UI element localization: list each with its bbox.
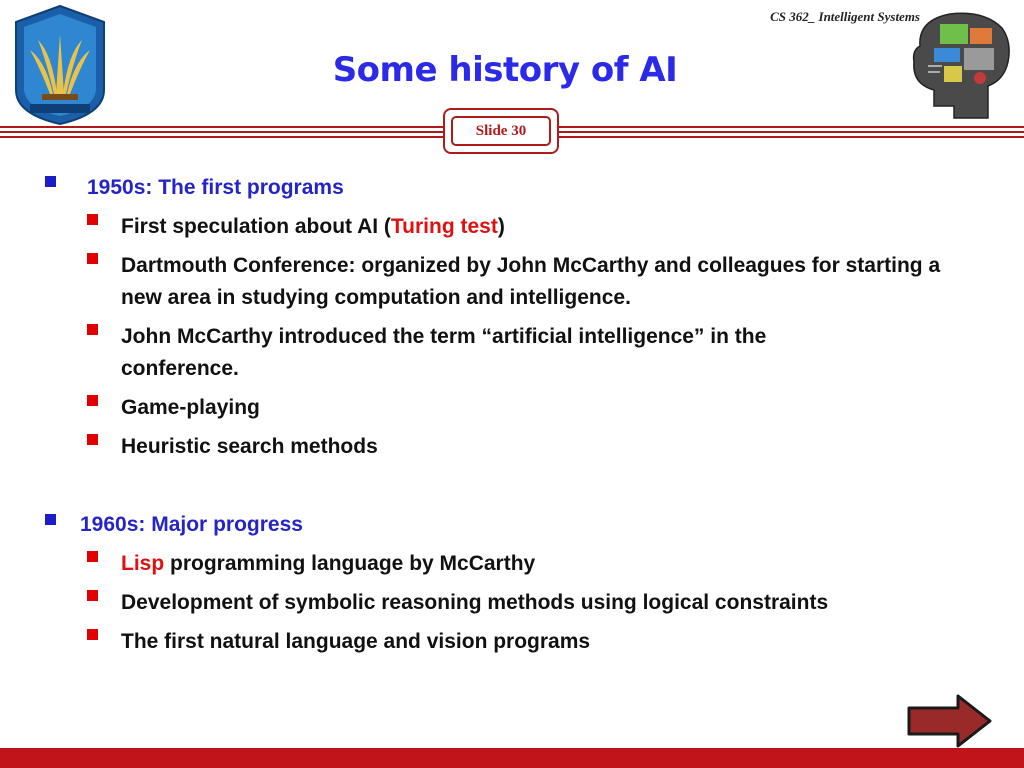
list-item: Dartmouth Conference: organized by John McCarthy and colleagues for starting a new area in studying computation and intelligence. <box>121 254 941 309</box>
list-item: John McCarthy introduced the term “artificial intelligence” in the conference. <box>121 325 767 380</box>
section-heading-1950s: 1950s: The first programs <box>87 176 344 199</box>
bullet-icon <box>87 590 98 601</box>
bullet-icon <box>87 629 98 640</box>
list-item: Development of symbolic reasoning methods using logical constraints <box>121 591 829 614</box>
slide-number-badge <box>443 108 559 154</box>
bullet-icon <box>87 214 98 225</box>
section-heading-1960s: 1960s: Major progress <box>80 513 303 536</box>
bullet-icon <box>87 253 98 264</box>
list-item: Game-playing <box>121 396 260 419</box>
section-bullet-icon <box>45 514 56 525</box>
list-item: Lisp programming language by McCarthy <box>121 552 536 575</box>
list-item: First speculation about AI (Turing test) <box>121 215 505 238</box>
bullet-icon <box>87 551 98 562</box>
course-title: CS 362_ Intelligent Systems <box>770 9 920 24</box>
page-title: Some history of AI <box>332 50 678 90</box>
list-item: Heuristic search methods <box>121 435 378 458</box>
list-item: The first natural language and vision programs <box>121 630 591 653</box>
bullet-icon <box>87 324 98 335</box>
section-bullet-icon <box>45 176 56 187</box>
lisp-highlight: Lisp <box>121 552 165 575</box>
bullet-icon <box>87 434 98 445</box>
footer-bar <box>0 748 1024 768</box>
turing-test-highlight: Turing test <box>390 215 498 238</box>
bullet-icon <box>87 395 98 406</box>
slide-number-label: Slide 30 <box>451 116 551 146</box>
next-arrow-icon[interactable] <box>906 694 992 748</box>
